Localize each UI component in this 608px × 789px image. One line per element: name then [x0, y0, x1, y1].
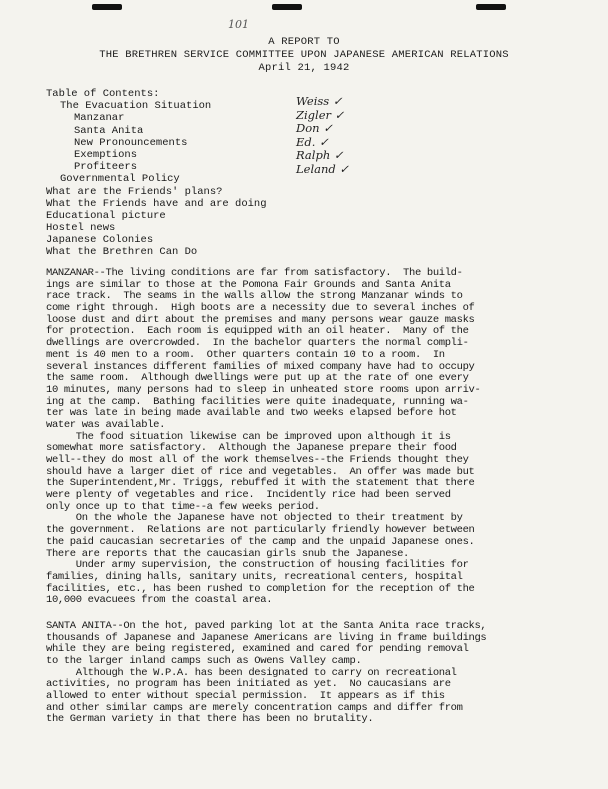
body-paragraph	[46, 668, 586, 726]
body-line: the paid caucasian secretaries of the camp and the unpaid Japanese ones.	[46, 535, 475, 548]
body-line: come right through. High boots are a necessity due to several inches of	[46, 302, 475, 315]
punch-hole-mark	[272, 4, 302, 10]
body-line: for protection. Each room is equipped with an oil heater. Many of the	[46, 325, 469, 338]
handwritten-note: Weiss ✓	[296, 94, 343, 108]
body-line: well--they do most all of the work themselves--the Friends thought they	[46, 454, 469, 466]
body-line: Although the W.P.A. has been designated to carry on recreational	[46, 666, 457, 679]
toc-item: What the Friends have and are doing	[46, 197, 267, 210]
report-body	[46, 268, 586, 726]
body-paragraph	[46, 268, 586, 432]
body-line: race track. The seams in the walls allow the strong Manzanar winds to	[46, 290, 463, 303]
toc-item: The Evacuation Situation	[60, 100, 212, 113]
paragraph-gap	[46, 607, 586, 621]
handwritten-note: Zigler ✓	[296, 107, 345, 122]
body-line: On the whole the Japanese have not objected to their treatment by	[46, 512, 463, 525]
toc-item: Hostel news	[46, 222, 116, 235]
body-line: Under army supervision, the construction of housing facilities for	[46, 559, 469, 572]
body-line: the German variety in that there has been no brutality.	[46, 713, 374, 726]
toc-item: What the Brethren Can Do	[46, 246, 198, 259]
table-of-contents	[46, 88, 267, 259]
body-line: facilities, etc., has been rushed to completion for the reception of the	[46, 582, 475, 595]
report-header	[0, 36, 608, 75]
toc-item: Manzanar	[74, 112, 125, 125]
body-line: were plenty of vegetables and rice. Incidently rice had been served	[46, 489, 451, 502]
body-line: 10,000 evacuees from the coastal area.	[46, 594, 273, 607]
body-line: activities, no program has been initiated as yet. No caucasians are	[46, 678, 451, 691]
body-line: thousands of Japanese and Japanese Americans are living in frame buildings	[46, 631, 487, 644]
body-line: several instances different families of mixed company have had to occupy	[46, 360, 475, 373]
body-line: The food situation likewise can be improved upon although it is	[46, 430, 451, 443]
header-line-2: THE BRETHREN SERVICE COMMITTEE UPON JAPANESE AMERICAN RELATIONS	[99, 49, 509, 61]
header-date: April 21, 1942	[258, 62, 350, 74]
body-line: only once up to that time--a few weeks period.	[46, 500, 320, 513]
handwritten-note: Ralph ✓	[296, 148, 344, 162]
handwritten-note: Ed. ✓	[296, 134, 329, 149]
toc-item: Educational picture	[46, 209, 166, 222]
body-line: water was available.	[46, 418, 166, 431]
body-paragraph	[46, 432, 586, 514]
body-line: loose dust and dirt about the premises and many persons wear gauze masks	[46, 313, 475, 326]
body-line: SANTA ANITA--On the hot, paved parking lot at the Santa Anita race tracks,	[46, 619, 487, 632]
body-line: ing at the camp. Bathing facilities were quite inadequate, running wa-	[46, 395, 469, 408]
toc-item: Exemptions	[74, 148, 138, 161]
body-line: ter was late in being made available and two weeks elapsed before hot	[46, 407, 457, 420]
handwritten-note: Leland ✓	[296, 161, 350, 176]
toc-title: Table of Contents:	[46, 88, 160, 100]
body-line: and other similar camps are merely concentration camps and differ from	[46, 701, 463, 714]
toc-item: What are the Friends' plans?	[46, 185, 223, 198]
body-line: somewhat more satisfactory. Although the Japanese prepare their food	[46, 442, 457, 455]
body-line: the same room. Although dwellings were put up at the rate of one every	[46, 372, 469, 385]
body-line: families, dining halls, sanitary units, recreational centers, hospital	[46, 570, 463, 583]
punch-hole-mark	[476, 4, 506, 10]
body-paragraph	[46, 513, 586, 560]
punch-hole-mark	[92, 4, 122, 10]
body-paragraph	[46, 560, 586, 607]
body-line: ment is 40 men to a room. Other quarters contain 10 to a room. In	[46, 348, 445, 361]
body-line: should have a larger diet of rice and vegetables. An offer was made but	[46, 465, 475, 478]
page-number: 101	[228, 18, 249, 31]
body-line: while they are being registered, examined and cared for pending removal	[46, 643, 469, 656]
toc-item: Governmental Policy	[60, 173, 180, 186]
body-line: dwellings are overcrowded. In the bachelor quarters the normal compli-	[46, 337, 469, 350]
handwritten-routing-notes	[296, 94, 349, 175]
body-line: 10 minutes, many persons had to sleep in unheated store rooms upon arriv-	[46, 383, 481, 396]
toc-item: New Pronouncements	[74, 136, 188, 149]
toc-item: Profiteers	[74, 161, 138, 174]
body-line: allowed to enter without special permission. It appears as if this	[46, 690, 445, 703]
body-line: the Superintendent,Mr. Triggs, rebuffed it with the statement that there	[46, 477, 475, 490]
body-line: ings are similar to those at the Pomona Fair Grounds and Santa Anita	[46, 278, 451, 291]
body-paragraph	[46, 621, 586, 668]
header-line-1: A REPORT TO	[268, 36, 340, 48]
body-line: MANZANAR--The living conditions are far from satisfactory. The build-	[46, 267, 463, 279]
body-line: the government. Relations are not particularly friendly however between	[46, 524, 475, 537]
body-line: There are reports that the caucasian girls snub the Japanese.	[46, 547, 410, 560]
handwritten-note: Don ✓	[296, 121, 333, 135]
toc-item: Japanese Colonies	[46, 234, 154, 247]
toc-item: Santa Anita	[74, 124, 144, 137]
body-line: to the larger inland camps such as Owens Valley camp.	[46, 655, 362, 667]
